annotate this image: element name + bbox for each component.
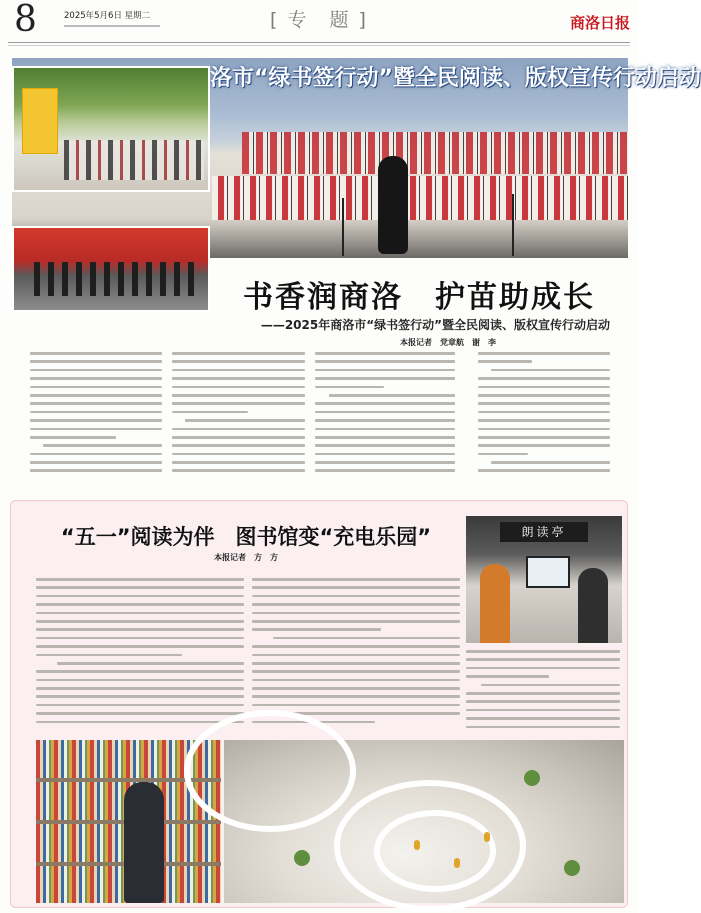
microphone-stand	[342, 198, 344, 256]
text-line	[185, 419, 305, 422]
visitor-figure	[578, 568, 608, 643]
text-line	[172, 461, 305, 464]
text-line	[30, 436, 116, 439]
text-line	[252, 695, 460, 698]
text-line	[172, 352, 305, 355]
text-line	[478, 394, 610, 397]
text-line	[315, 360, 455, 363]
kiosk-sign: 朗读亭	[500, 522, 588, 542]
text-line	[478, 469, 610, 472]
text-line	[252, 662, 460, 665]
choir-front-row	[212, 176, 628, 220]
text-line	[36, 679, 244, 682]
text-line	[172, 436, 305, 439]
text-line	[252, 612, 460, 615]
text-line	[252, 586, 460, 589]
stage-banner-text: 洛市“绿书签行动”暨全民阅读、版权宣传行动启动	[210, 66, 701, 91]
text-line	[30, 360, 162, 363]
text-line	[315, 419, 455, 422]
microphone-stand	[512, 194, 514, 256]
text-line	[478, 411, 610, 414]
header-divider-secondary	[8, 45, 630, 46]
text-line	[466, 700, 620, 703]
text-line	[252, 679, 460, 682]
text-line	[466, 675, 549, 678]
text-line	[36, 612, 244, 615]
text-line	[478, 352, 610, 355]
text-line	[252, 578, 460, 581]
text-line	[315, 453, 455, 456]
text-line	[30, 386, 162, 389]
text-line	[30, 453, 162, 456]
text-line	[172, 411, 248, 414]
article2-column-3	[466, 650, 620, 735]
text-line	[315, 369, 455, 372]
text-line	[466, 650, 620, 653]
text-line	[315, 402, 455, 405]
text-line	[36, 695, 244, 698]
masthead-logo: 商洛日报	[569, 14, 630, 32]
text-line	[481, 684, 620, 687]
reading-kiosk-photo	[466, 516, 622, 643]
text-line	[36, 712, 244, 715]
text-line	[252, 628, 381, 631]
text-line	[172, 453, 305, 456]
article2-headline: “五一”阅读为伴 图书馆变“充电乐园”	[60, 525, 432, 549]
text-line	[252, 704, 460, 707]
text-line	[329, 394, 455, 397]
text-line	[315, 352, 455, 355]
issue-date: 2025年5月6日 星期二	[64, 11, 151, 21]
text-line	[36, 721, 244, 724]
text-line	[36, 645, 244, 648]
text-line	[315, 469, 455, 472]
kiosk-screen	[526, 556, 570, 588]
text-line	[172, 444, 305, 447]
text-line	[252, 654, 460, 657]
text-line	[252, 603, 460, 606]
text-line	[36, 687, 244, 690]
text-line	[466, 717, 620, 720]
text-line	[36, 603, 244, 606]
text-line	[315, 461, 455, 464]
text-line	[478, 436, 610, 439]
text-line	[36, 586, 244, 589]
article1-column-2	[172, 352, 305, 482]
text-line	[478, 419, 610, 422]
text-line	[36, 595, 244, 598]
article1-byline: 本报记者 党章航 谢 李	[400, 338, 496, 347]
text-line	[478, 428, 610, 431]
text-line	[491, 461, 610, 464]
text-line	[172, 369, 305, 372]
section-title: [ 专 题 ]	[270, 9, 368, 31]
text-line	[43, 444, 162, 447]
text-line	[30, 352, 162, 355]
text-line	[315, 428, 455, 431]
reader-figure	[124, 782, 164, 903]
text-line	[30, 411, 162, 414]
text-line	[36, 628, 244, 631]
text-line	[36, 620, 244, 623]
text-line	[36, 578, 244, 581]
text-line	[172, 402, 305, 405]
visitor	[414, 840, 420, 850]
text-line	[172, 386, 305, 389]
library-atrium-photo	[224, 740, 624, 903]
article1-column-3	[315, 352, 455, 482]
crowd	[64, 140, 204, 180]
text-line	[36, 704, 244, 707]
editor-credits	[64, 25, 160, 27]
article1-subheadline: ——2025年商洛市“绿书签行动”暨全民阅读、版权宣传行动启动	[260, 318, 610, 332]
article1-column-1	[30, 352, 162, 482]
plant	[294, 850, 310, 866]
reading-booth	[22, 88, 58, 154]
text-line	[252, 645, 460, 648]
text-line	[172, 360, 305, 363]
text-line	[478, 402, 610, 405]
text-line	[252, 620, 460, 623]
article1-column-4	[478, 352, 610, 482]
visitor	[484, 832, 490, 842]
text-line	[30, 377, 162, 380]
text-line	[172, 394, 305, 397]
text-line	[315, 411, 455, 414]
text-line	[252, 670, 460, 673]
text-line	[30, 402, 162, 405]
choir-back-row	[242, 132, 628, 174]
text-line	[252, 595, 460, 598]
article2-column-1	[36, 578, 244, 735]
text-line	[30, 461, 162, 464]
text-line	[466, 667, 620, 670]
text-line	[273, 637, 460, 640]
header-divider	[8, 42, 630, 43]
text-line	[466, 726, 620, 729]
article1-headline: 书香润商洛 护苗助成长	[243, 280, 595, 315]
outdoor-reading-photo	[12, 66, 210, 192]
text-line	[315, 436, 455, 439]
text-line	[478, 377, 610, 380]
text-line	[30, 428, 162, 431]
stair-rail	[184, 710, 356, 832]
article2-byline: 本报记者 方 方	[214, 553, 278, 562]
launch-ceremony-photo	[12, 226, 210, 312]
text-line	[30, 369, 162, 372]
text-line	[478, 453, 528, 456]
text-line	[315, 386, 384, 389]
text-line	[491, 369, 610, 372]
text-line	[478, 386, 610, 389]
text-line	[172, 469, 305, 472]
plant	[564, 860, 580, 876]
text-line	[36, 637, 244, 640]
visitor-figure	[480, 564, 510, 643]
text-line	[36, 654, 182, 657]
curved-bookshelf	[374, 810, 496, 892]
text-line	[30, 469, 162, 472]
text-line	[315, 444, 455, 447]
text-line	[36, 670, 244, 673]
text-line	[466, 692, 620, 695]
text-line	[30, 419, 162, 422]
page-number: 8	[14, 0, 37, 40]
conductor-figure	[378, 156, 408, 254]
plant	[524, 770, 540, 786]
text-line	[478, 360, 532, 363]
officials-row	[34, 262, 194, 296]
text-line	[478, 444, 610, 447]
text-line	[466, 658, 620, 661]
text-line	[466, 709, 620, 712]
text-line	[252, 687, 460, 690]
text-line	[30, 394, 162, 397]
text-line	[172, 377, 305, 380]
text-line	[172, 428, 305, 431]
visitor	[454, 858, 460, 868]
text-line	[315, 377, 455, 380]
text-line	[57, 662, 244, 665]
